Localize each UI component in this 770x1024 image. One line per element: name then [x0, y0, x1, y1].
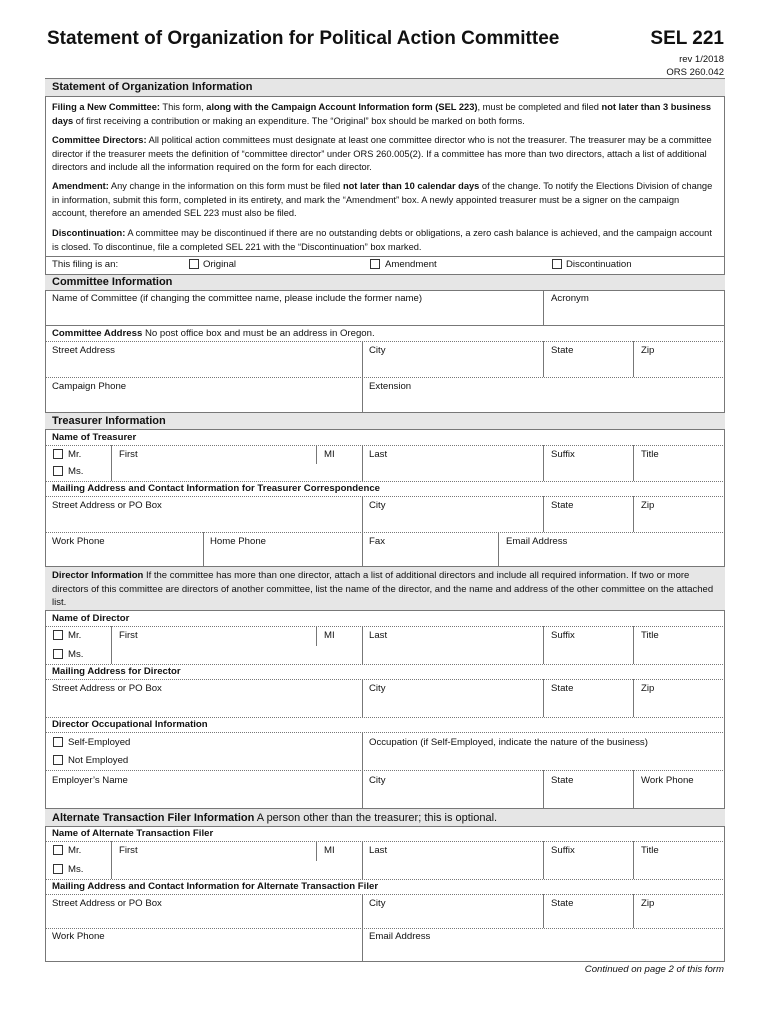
- directors-paragraph: [52, 134, 716, 175]
- amendment-checkbox[interactable]: [370, 259, 380, 269]
- alt-title-field[interactable]: Title: [641, 845, 659, 856]
- amendment-text-a: Any change in the information on this form must be filed: [108, 181, 343, 191]
- alt-last-field[interactable]: Last: [369, 845, 388, 856]
- form-title: Statement of Organization for Political Action Committee: [47, 28, 560, 49]
- director-mi-field[interactable]: MI: [324, 630, 335, 641]
- divider: [362, 445, 363, 481]
- filing-text-d: not later than 3 business days: [52, 102, 712, 126]
- treasurer-last-field[interactable]: Last: [369, 449, 388, 460]
- committee-address-heading: [52, 328, 375, 339]
- committee-state-field[interactable]: State: [551, 345, 574, 356]
- director-occupation-heading: Director Occupational Information: [52, 719, 208, 730]
- treasurer-fax-field[interactable]: Fax: [369, 536, 385, 547]
- occupation-field[interactable]: Occupation (if Self-Employed, indicate the nature of the business): [369, 737, 648, 748]
- section-committee-info: Committee Information: [52, 276, 173, 288]
- alt-mailing-heading: Mailing Address and Contact Information for Alternate Transaction Filer: [52, 881, 379, 892]
- divider: [45, 481, 725, 482]
- discontinuation-text: A committee may be discontinued if there are no outstanding debts or obligations, a zero cash balance is achieved, and the campaign account is closed. To discontinue, file a completed SEL 221 with the “Discontinuation” box marked.: [52, 228, 712, 252]
- treasurer-email-field[interactable]: Email Address: [506, 536, 568, 547]
- divider: [362, 679, 363, 717]
- divider: [362, 841, 363, 879]
- director-last-field[interactable]: Last: [369, 630, 388, 641]
- divider: [45, 664, 725, 665]
- divider: [111, 626, 112, 664]
- divider: [362, 377, 363, 412]
- treasurer-mr-checkbox[interactable]: [53, 449, 63, 459]
- amendment-option-label: Amendment: [385, 259, 437, 270]
- discontinuation-paragraph: [52, 227, 716, 254]
- treasurer-ms-checkbox[interactable]: [53, 466, 63, 476]
- treasurer-city-field[interactable]: City: [369, 500, 386, 511]
- divider: [45, 770, 725, 771]
- alt-mi-field[interactable]: MI: [324, 845, 335, 856]
- alt-street-field[interactable]: Street Address or PO Box: [52, 898, 162, 909]
- divider: [633, 894, 634, 928]
- divider: [543, 679, 544, 717]
- director-ms-label: Ms.: [68, 649, 84, 660]
- divider: [45, 445, 725, 446]
- committee-address-label: Committee Address: [52, 328, 143, 339]
- amendment-text-c: of the change. To notify the Elections Division of change in information, submit this form, completed in its entirety, and mark the “Amendment” box. A newly appointed treasurer must be a signer on the campaign account, therefore an amended SEL 223 must also be filed.: [52, 181, 713, 218]
- director-name-heading: Name of Director: [52, 613, 130, 624]
- treasurer-mr-label: Mr.: [68, 449, 82, 460]
- divider: [633, 341, 634, 377]
- divider: [362, 532, 363, 566]
- amendment-text-b: not later than 10 calendar days: [342, 181, 480, 191]
- discontinuation-option-label: Discontinuation: [566, 259, 632, 270]
- treasurer-home-phone-field[interactable]: Home Phone: [210, 536, 266, 547]
- amendment-label: Amendment:: [52, 181, 109, 191]
- section-alt-filer: [52, 812, 497, 824]
- divider: [633, 626, 634, 664]
- alt-mr-label: Mr.: [68, 845, 82, 856]
- divider: [45, 532, 725, 533]
- director-work-phone-field[interactable]: Work Phone: [641, 775, 694, 786]
- divider: [45, 377, 725, 378]
- acronym-field[interactable]: Acronym: [551, 293, 589, 304]
- divider: [45, 732, 725, 733]
- divider: [362, 732, 363, 770]
- divider: [543, 841, 544, 879]
- treasurer-mailing-heading: Mailing Address and Contact Information for Treasurer Correspondence: [52, 483, 381, 494]
- divider: [633, 445, 634, 481]
- divider: [633, 841, 634, 879]
- alt-ms-checkbox[interactable]: [53, 864, 63, 874]
- alt-filer-heading: Alternate Transaction Filer Information: [52, 812, 255, 824]
- original-checkbox[interactable]: [189, 259, 199, 269]
- director-info-text: If the committee has more than one director, attach a list of additional directors and include all required information. If two or more directors of this committee are directors of another committee, list the name of the director, and the name and address of the other committee on the attached list.: [52, 570, 714, 608]
- director-mr-label: Mr.: [68, 630, 82, 641]
- alt-work-phone-field[interactable]: Work Phone: [52, 931, 105, 942]
- divider: [543, 291, 544, 325]
- alt-ms-label: Ms.: [68, 864, 84, 875]
- treasurer-ms-label: Ms.: [68, 466, 84, 477]
- self-employed-label: Self-Employed: [68, 737, 131, 748]
- divider: [543, 894, 544, 928]
- alt-city-field[interactable]: City: [369, 898, 386, 909]
- divider: [45, 879, 725, 880]
- divider: [45, 626, 725, 627]
- original-label: Original: [203, 259, 237, 270]
- divider: [45, 928, 725, 929]
- divider: [45, 841, 725, 842]
- divider: [543, 626, 544, 664]
- alt-filer-name-heading: Name of Alternate Transaction Filer: [52, 828, 214, 839]
- extension-field[interactable]: Extension: [369, 381, 412, 392]
- director-info-label: Director Information: [52, 570, 144, 581]
- divider: [633, 679, 634, 717]
- divider: [362, 496, 363, 532]
- alt-first-field[interactable]: First: [119, 845, 138, 856]
- divider: [362, 626, 363, 664]
- filing-type-label: This filing is an:: [52, 259, 119, 270]
- director-mr-checkbox[interactable]: [53, 630, 63, 640]
- divider: [543, 341, 544, 377]
- divider: [45, 717, 725, 718]
- revision-info: [666, 53, 724, 79]
- treasurer-title-field[interactable]: Title: [641, 449, 659, 460]
- divider: [543, 496, 544, 532]
- committee-zip-field[interactable]: Zip: [641, 345, 655, 356]
- director-info-paragraph: [52, 569, 716, 610]
- employer-name-field[interactable]: Employer’s Name: [52, 775, 128, 786]
- filing-text-c: , must be completed and filed: [477, 102, 602, 112]
- committee-street-field[interactable]: Street Address: [52, 345, 115, 356]
- filing-text-e: of first receiving a contribution or making an expenditure. The “Original” box should be marked on both forms.: [73, 115, 525, 126]
- divider: [45, 256, 725, 257]
- alt-mr-checkbox[interactable]: [53, 845, 63, 855]
- divider: [316, 841, 317, 861]
- employer-city-field[interactable]: City: [369, 775, 386, 786]
- committee-name-field[interactable]: Name of Committee (if changing the committee name, please include the former name): [52, 293, 423, 304]
- treasurer-name-heading: Name of Treasurer: [52, 432, 137, 443]
- director-zip-field[interactable]: Zip: [641, 683, 655, 694]
- not-employed-label: Not Employed: [68, 755, 129, 766]
- divider: [45, 341, 725, 342]
- self-employed-checkbox[interactable]: [53, 737, 63, 747]
- divider: [203, 532, 204, 566]
- divider: [633, 770, 634, 808]
- filing-paragraph: [52, 101, 716, 128]
- divider: [543, 770, 544, 808]
- filing-text-a: This form,: [159, 102, 207, 112]
- section-org-info: Statement of Organization Information: [52, 81, 253, 93]
- not-employed-checkbox[interactable]: [53, 755, 63, 765]
- revision-date: rev 1/2018: [679, 54, 724, 65]
- divider: [45, 496, 725, 497]
- treasurer-street-field[interactable]: Street Address or PO Box: [52, 500, 162, 511]
- alt-suffix-field[interactable]: Suffix: [551, 845, 575, 856]
- divider: [498, 532, 499, 566]
- divider: [543, 445, 544, 481]
- divider: [111, 841, 112, 879]
- discontinuation-checkbox[interactable]: [552, 259, 562, 269]
- divider: [362, 770, 363, 808]
- director-title-field[interactable]: Title: [641, 630, 659, 641]
- divider: [45, 679, 725, 680]
- committee-city-field[interactable]: City: [369, 345, 386, 356]
- discontinuation-label: Discontinuation:: [52, 228, 126, 238]
- director-city-field[interactable]: City: [369, 683, 386, 694]
- alt-zip-field[interactable]: Zip: [641, 898, 655, 909]
- director-ms-checkbox[interactable]: [53, 649, 63, 659]
- treasurer-mi-field[interactable]: MI: [324, 449, 335, 460]
- divider: [111, 445, 112, 481]
- employer-state-field[interactable]: State: [551, 775, 574, 786]
- divider: [633, 496, 634, 532]
- directors-label: Committee Directors:: [52, 135, 147, 145]
- ors-reference: ORS 260.042: [666, 67, 724, 78]
- divider: [45, 325, 725, 326]
- filing-label: Filing a New Committee:: [52, 102, 160, 112]
- section-treasurer-info: Treasurer Information: [52, 415, 166, 427]
- form-code: SEL 221: [650, 28, 724, 49]
- director-street-field[interactable]: Street Address or PO Box: [52, 683, 162, 694]
- continued-note: Continued on page 2 of this form: [584, 964, 724, 975]
- treasurer-state-field[interactable]: State: [551, 500, 574, 511]
- amendment-paragraph: [52, 180, 716, 221]
- director-mailing-heading: Mailing Address for Director: [52, 666, 181, 677]
- divider: [316, 445, 317, 464]
- director-suffix-field[interactable]: Suffix: [551, 630, 575, 641]
- alt-filer-note: A person other than the treasurer; this is optional.: [254, 812, 498, 824]
- divider: [316, 626, 317, 646]
- campaign-phone-field[interactable]: Campaign Phone: [52, 381, 127, 392]
- divider: [362, 341, 363, 377]
- divider: [45, 894, 725, 895]
- treasurer-suffix-field[interactable]: Suffix: [551, 449, 575, 460]
- director-first-field[interactable]: First: [119, 630, 138, 641]
- treasurer-work-phone-field[interactable]: Work Phone: [52, 536, 105, 547]
- directors-text: All political action committees must designate at least one committee director who is not the treasurer. The treasurer may be a committee director if the treasurer meets the definition of “committee director” under ORS 260.005(2). If a committee has more than two directors, attach a list of additional directors and include all the information required on the form for each director.: [52, 135, 712, 172]
- treasurer-zip-field[interactable]: Zip: [641, 500, 655, 511]
- alt-email-field[interactable]: Email Address: [369, 931, 431, 942]
- alt-state-field[interactable]: State: [551, 898, 574, 909]
- committee-address-note: No post office box and must be an address in Oregon.: [142, 328, 375, 339]
- filing-text-b: along with the Campaign Account Information form (SEL 223): [206, 102, 478, 112]
- treasurer-first-field[interactable]: First: [119, 449, 138, 460]
- director-state-field[interactable]: State: [551, 683, 574, 694]
